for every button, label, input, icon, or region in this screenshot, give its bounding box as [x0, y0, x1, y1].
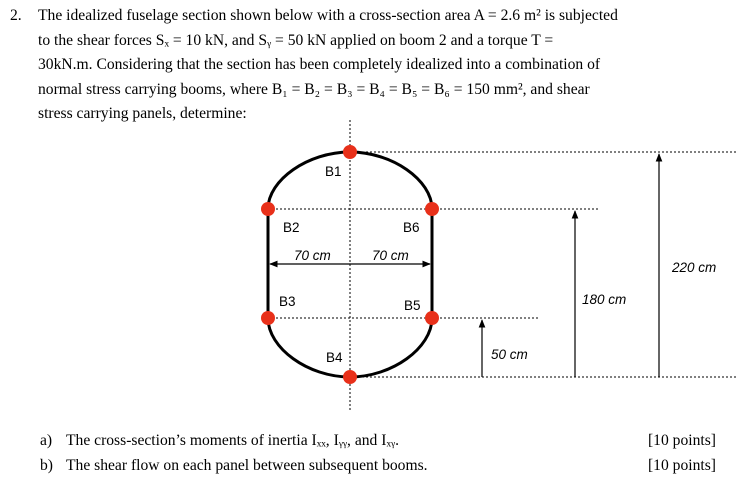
- problem-line: to the shear forces Sₓ = 10 kN, and Sᵧ = 50 kN applied on boom 2 and a torque T =: [38, 31, 554, 49]
- boom-label-5: B5: [404, 298, 421, 313]
- boom-1: [343, 145, 357, 159]
- question-points: [10 points]: [647, 432, 716, 449]
- question-list: [40, 428, 716, 478]
- dimension-label-50: 50 cm: [491, 347, 528, 362]
- boom-label-6: B6: [403, 220, 420, 235]
- problem-number: 2.: [10, 7, 22, 24]
- question-text: [40, 453, 428, 478]
- boom-2: [261, 202, 275, 216]
- problem-line: normal stress carrying booms, where B₁ = B₂ = B₃ = B₄ = B₅ = B₆ = 150 mm², and shear: [38, 80, 590, 98]
- boom-label-2: B2: [283, 220, 300, 235]
- question-a: [40, 428, 716, 453]
- dimension-label-right: 70 cm: [372, 248, 409, 263]
- boom-6: [425, 202, 439, 216]
- problem-line: 30kN.m. Considering that the section has been completely idealized into a combination of: [38, 56, 601, 73]
- question-points: [10 points]: [647, 457, 716, 474]
- boom-5: [425, 311, 439, 325]
- problem-line: The idealized fuselage section shown below with a cross-section area A = 2.6 m² is subjected: [38, 7, 618, 24]
- boom-label-4: B4: [326, 350, 343, 365]
- boom-3: [261, 311, 275, 325]
- question-label: b): [40, 457, 53, 474]
- question-body: The shear flow on each panel between subsequent booms.: [66, 457, 428, 474]
- boom-label-1: B1: [325, 164, 342, 179]
- question-b: [40, 453, 716, 478]
- question-text: [40, 428, 399, 453]
- boom-4: [343, 370, 357, 384]
- boom-label-3: B3: [279, 294, 296, 309]
- dimension-label-left: 70 cm: [294, 248, 331, 263]
- question-body: The cross-section’s moments of inertia Iₓₓ, Iᵧᵧ, and Iₓᵧ.: [66, 432, 399, 449]
- dimension-label-180: 180 cm: [582, 292, 627, 307]
- question-label: a): [40, 432, 53, 449]
- dimension-label-220: 220 cm: [672, 260, 717, 275]
- problem-line: stress carrying panels, determine:: [38, 105, 247, 122]
